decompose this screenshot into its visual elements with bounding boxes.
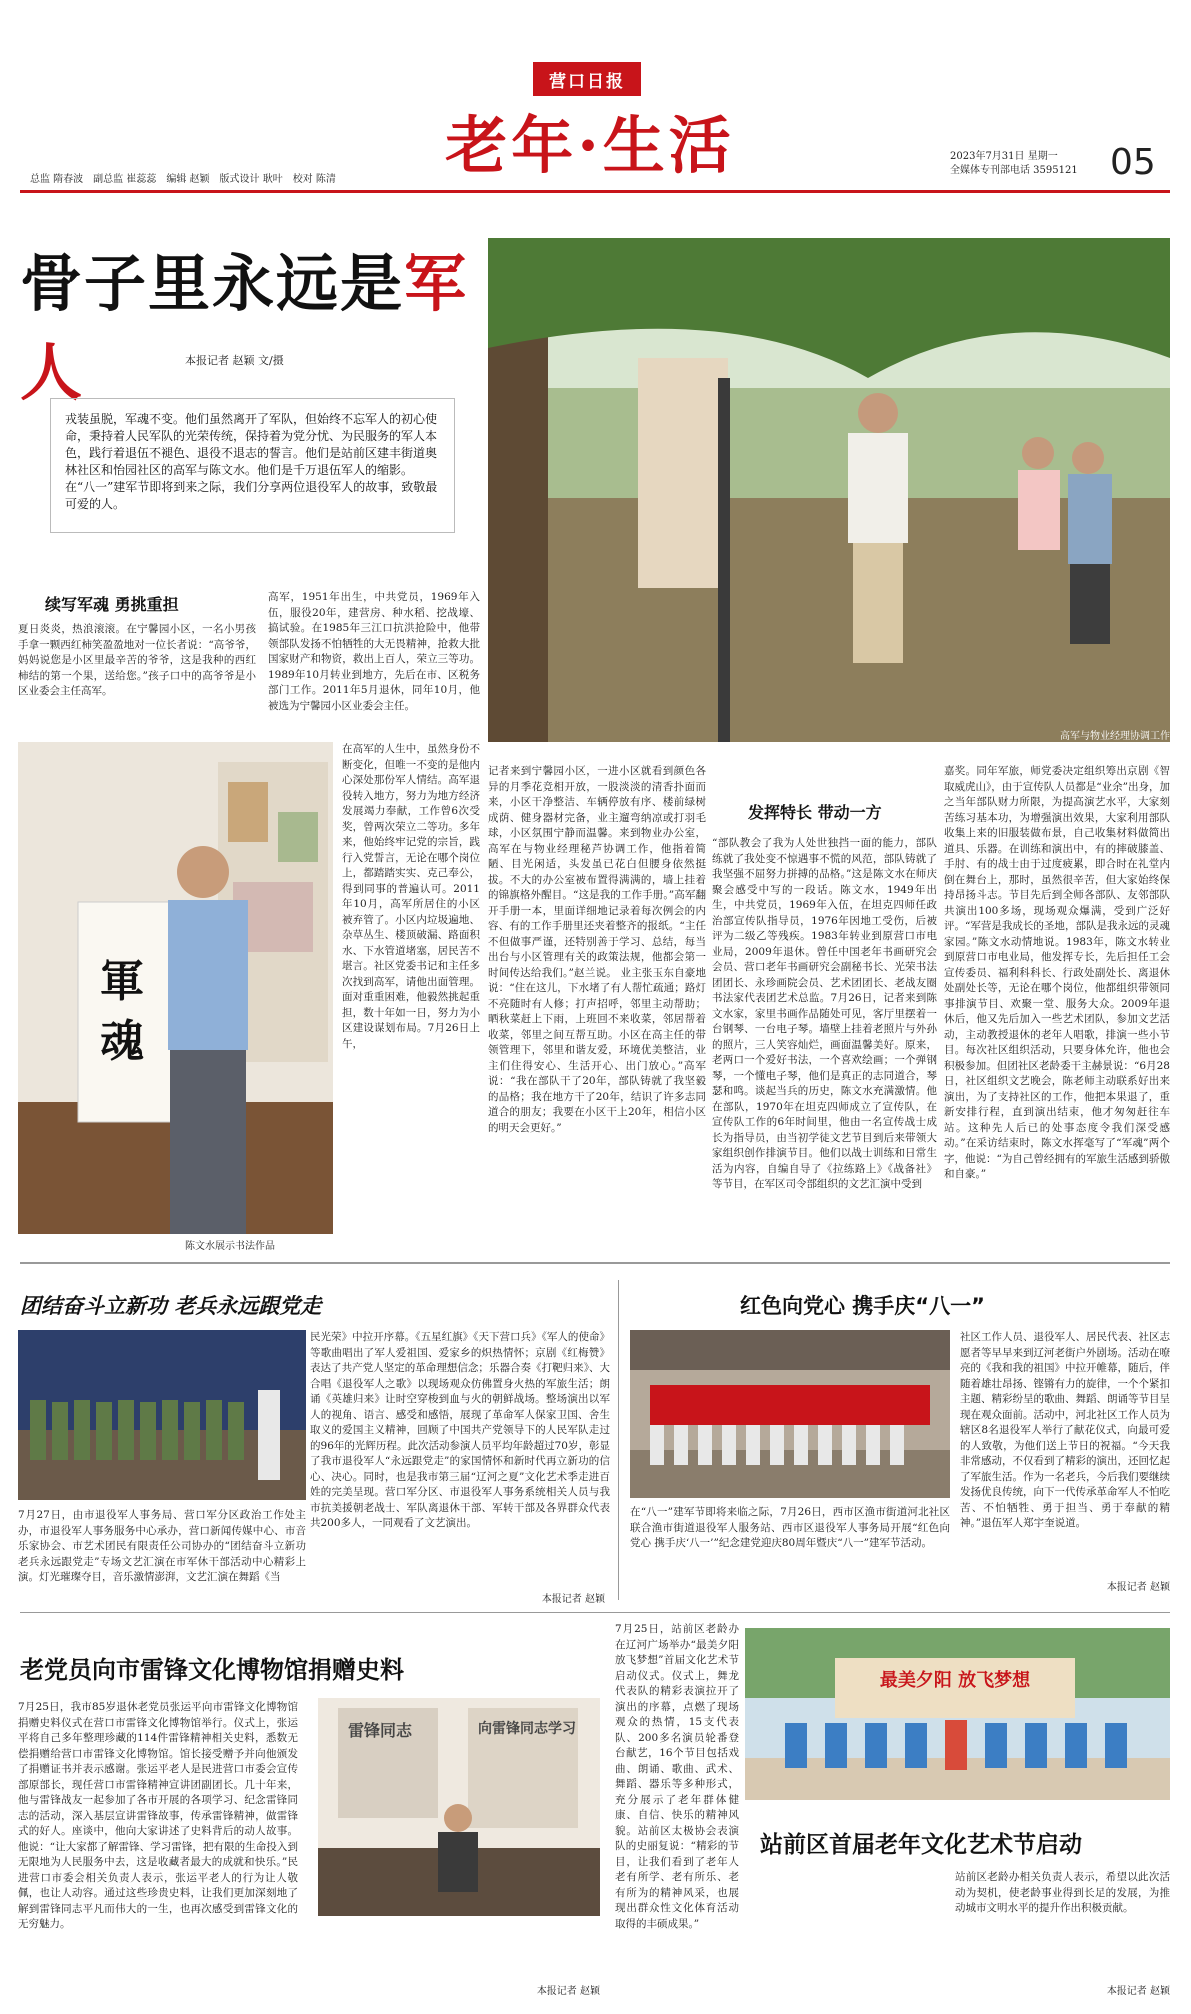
column-3: 在高军的人生中，虽然身份不断变化，但唯一不变的是他内心深处那份军人情结。高军退役转入地方，努力为地方经济发展竭力奉献，工作曾6次受奖，曾两次荣立二等功。多年来，他始终牢记党的宗旨，践行入党誓言，无论在哪个岗位上，都踏踏实实、克己奉公，得到同事的普遍认可。2011年10月，高军所居住的小区被弃管了。小区内垃圾遍地、杂草丛生、楼顶破漏、路面积水、下水管道堵塞，居民苦不堪言。社区党委书记和主任多次找到高军，请他出面管理。面对重重困难，他毅然挑起重担，数十年如一日，努力为小区建设谋划布局。7月26日上午， [342,743,480,1050]
dept-phone: 全媒体专刊部电话 3595121 [950,165,1078,176]
lead-paragraph: 戎装虽脱，军魂不变。他们虽然离开了军队，但始终不忘军人的初心使命，秉持着人民军队的光荣传统，保持着为党分忧、为民服务的军人本色，践行着退伍不褪色、退役不退志的誓言。他们是站前区建丰街道奥林社区和怡园社区的高军与陈文水。他们是千万退伍军人的缩影。在“八一”建军节即将到来之际，我们分享两位退役军人的故事，致敬最可爱的人。 [50,398,455,533]
story3-body-left: 在“八一”建军节即将来临之际，7月26日，西市区渔市街道河北社区联合渔市街道退役军人服务站、西市区退役军人事务局开展“红色向党心 携手庆‘八一’”纪念建党迎庆80周年暨庆“八一”建军节活动。 [630,1506,950,1549]
column-1: 夏日炎炎，热浪滚滚。在宁馨园小区，一名小男孩手拿一颗西红柿笑盈盈地对一位长者说：“高爷爷，妈妈说您是小区里最辛苦的爷爷，这是我种的西红柿结的第一个果，送给您。”孩子口中的高爷爷是小区业委会主任高军。 [18,623,256,697]
story2-photo [18,1330,306,1500]
story4-author: 本报记者 赵颖 [536,1986,600,1997]
story3-photo-image [630,1330,950,1498]
subhead-1: 续写军魂 勇挑重担 [45,595,179,614]
section-divider-2 [20,1612,1170,1613]
column-5: 业主张玉东自豪地说：“住在这儿，下水堵了有人帮忙疏通；路灯不亮随时有人修；打声招呼，邻里主动帮助；晒秋菜赶上下雨，上班回不来收菜，邻居帮着收菜，邻里之间互帮互助。小区在高主任的带领管理下，邻里和谐友爱，环境优美整洁，业主们住得安心、生活开心、出门放心。”高军说：“我在部队干了20年，部队铸就了我坚毅的品格；我在地方干了20年，结识了许多志同道合的朋友；我要在小区干上20年，相信小区的明天会更好。” [488,966,706,1134]
story3-photo [630,1330,950,1498]
story2-author: 本报记者 赵颖 [541,1594,605,1605]
photo-text-2: 向雷锋同志学习 [478,1721,576,1737]
photo-gao-jun-image [488,238,1170,742]
photo1-caption: 高军与物业经理协调工作 [1060,731,1170,742]
story5-photo-image [745,1628,1170,1800]
masthead-rule [20,190,1170,193]
headline-red: 军人 [20,247,469,409]
column-divider [618,1280,619,1600]
issue-info [950,150,1105,178]
section-divider [20,1262,1170,1264]
story5-title: 站前区首届老年文化艺术节启动 [760,1832,1082,1858]
story5-author: 本报记者 赵颖 [1106,1986,1170,1997]
story3-author: 本报记者 赵颖 [1106,1582,1170,1593]
main-headline [20,234,490,412]
newspaper-logo: 营口日报 [533,62,641,96]
column-6: “部队教会了我为人处世独挡一面的能力，部队练就了我处变不惊遇事不慌的风范，部队铸就了我坚强不屈努力拼搏的品格。”这是陈文水在师庆聚会感受中写的一段话。陈文水，1949年出生，中共党员，1969年入伍，在坦克四师任政治部宣传队指导员，1976年因地工受伤，后被评为二级乙等残疾。1983年转业到原营口市电业局，2009年退休。曾任中国老年书画研究会会员、营口老年书画研究会副秘书长、光荣书法团团长、永珍画院会员、艺术团团长、老战友圈书法家代表团艺术总监。7月26日，记者来到陈文水家，家里书画作品随处可见，客厅里摆着一台钢琴、一台电子琴。墙壁上挂着老照片与外孙的照片，三人笑容灿烂，画面温馨美好。原来，老两口一个爱好书法，一个喜欢绘画；一个弹钢琴，一个懂电子琴，他们是真正的志同道合，琴瑟和鸣。谈起当兵的历史，陈文水充满激情。他在部队，1970年在坦克四师成立了宣传队，在宣传队工作的6年时间里，他由一名宣传战士成长为指导员，由当初学徒文艺节目到后来带领大家组织创作排演节目。他们以战士训练和日常生活为内容，自编自导了《拉练路上》《战备社》等节目，在军区司令部组织的文艺汇演中受到 [712,837,937,1190]
column-7: 嘉奖。同年军旅，师党委决定组织筹出京剧《智取威虎山》，由于宣传队人员都是“业余”出身，加之当年部队财力所限，为提高演艺水平，大家刻苦练习基本功，为增强演出效果，大家利用部队收集上来的旧服装做布景，自己收集材料做简出道具、乐器。在训练和演出中，有的摔破膝盖、手肘、有的战士由于过度疲累，即合时在礼堂内倒在舞台上，那时，虽然很辛苦，但大家始终保持昂扬斗志。节目先后到全师各部队、友邻部队共演出100多场，现场观众爆满，受到广泛好评。“军营是我成长的圣地，部队是我永远的灵魂家园。”陈文水动情地说。1983年，陈文水转业到原营口市电业局，他发挥专长，先后担任工会宣传委员、福利科科长、行政处副处长、离退休处副处长等，无论在哪个岗位，他都组织带领同事排演节目、欢聚一堂、服务大众。2009年退休后，他又先后加入一些艺术团队，参加文艺活动，主动教授退休的老年人唱歌，排演一些小节目。每次社区组织活动，只要身体允许，他也会积极参加。但团社区老龄委干主赫景说：“6月28日，社区组织文艺晚会，陈老师主动联系好出来演出，为了支持社区的工作，他把本果退了，重新安排行程，直到演出结束，他才匆匆赶往车站。这种先人后已的处事态度令我们深受感动。”在采访结束时，陈文水挥毫写了“军魂”两个字，他说：“为自己曾经拥有的军旅生活感到骄傲和自豪。” [944,765,1170,1180]
issue-date: 2023年7月31日 星期一 [950,151,1058,162]
photo-chen-wenshui-image [18,742,333,1234]
story2-body-right: 民光荣》中拉开序幕。《五星红旗》《天下营口兵》《军人的使命》等歌曲唱出了军人爱祖国、爱家乡的炽热情怀；京剧《红梅赞》表达了共产党人坚定的革命理想信念；乐器合奏《打靶归来》、大合唱《退役军人之歌》以现场观众仿佛置身火热的军旅生活；朗诵《英雄归来》让时空穿梭到血与火的朝鲜战场。整场演出以军人的视角、语言、感受和感悟，展现了革命军人保家卫国、舍生取义的爱国主义精神，回顾了中国共产党领导下的人民军队走过的96年的光辉历程。此次活动参演人员平均年龄超过70岁，彰显了我市退役军人“永远跟党走”的家国情怀和新时代再立新功的信心、决心。同时，也是我市第三届“辽河之夏”文化艺术季走进百姓的完美呈现。营口军分区、市退役军人事务系统相关人员与我市抗美援朝老战士、军队离退休干部、军转干部及各界群众代表共200多人，一同观看了文艺演出。 [310,1331,610,1529]
photo-gao-jun [488,238,1170,742]
photo-chen-wenshui [18,742,333,1234]
page-number: 05 [1110,142,1156,183]
story2-title: 团结奋斗立新功 老兵永远跟党走 [20,1294,322,1318]
byline: 本报记者 赵颖 文/摄 [185,354,284,367]
story2-photo-image [18,1330,306,1500]
subhead-2: 发挥特长 带动一方 [748,803,882,822]
photo2-caption: 陈文水展示书法作品 [185,1241,275,1252]
story4-body: 7月25日，我市85岁退休老党员张运平向市雷锋文化博物馆捐赠史料仪式在营口市雷锋文化博物馆举行。仪式上，张运平将自己多年整理珍藏的114件雷锋精神相关史料，悉数无偿捐赠给营口市雷锋文化博物馆。馆长接受赠予并向他颁发了捐赠证书并表示感谢。张运平老人是民进营口市委会宣传部原部长，现任营口市雷锋精神宣讲团副团长。几十年来，他与雷锋战友一起参加了各市开展的各项学习、纪念雷锋同志的活动，深入基层宣讲雷锋故事，传承雷锋精神，做雷锋式的好人。座谈中，他向大家讲述了史料背后的动人故事。他说：“让大家都了解雷锋、学习雷锋，把有限的生命投入到无限地为人民服务中去，这是收藏者最大的成就和快乐。”民进营口市委会相关负责人表示，张运平老人的行为让人敬佩，也让人动容。通过这些珍贵史料，让我们更加深刻地了解到雷锋同志平凡而伟大的一生，也再次感受到雷锋文化的无穷魅力。 [18,1701,298,1930]
column-4: 记者来到宁馨园小区，一进小区就看到颜色各异的月季花竞相开放，一股淡淡的清香扑面而来，小区干净整洁、车辆停放有序、楼前绿树成荫、健身器材完备，业主遛弯纳凉或打羽毛球，小区氛围宁静而温馨。来到物业办公室，高军在与物业经理秘芦协调工作，他指着简陋、目光闲适，头发虽已花白但腰身依然挺拔。不大的办公室被布置得满满的，墙上挂着的锦旗格外醒目。“这是我的工作手册。”高军翻开手册一本，里面详细地记录着每次例会的内容、有的工作手册里还夹着整齐的报纸。“主任不但做事严谨，还特别善于学习、总结，每当出台与小区管理有关的政策法规，他都会第一时间传达给我们。”赵兰说。 业主张玉东自豪地说：“住在这儿，下水堵了有人帮忙疏通；路灯不亮随时有人修；打声招呼，邻里主动帮助；晒秋菜赶上下雨，上班回不来收菜，邻居帮着收菜，邻里之间互帮互助。小区在高主任的带领管理下，邻里和谐友爱，环境优美整洁，业主们住得安心、生活开心、出门放心。”高军说：“我在部队干了20年，部队铸就了我坚毅的品格；我在地方干了20年，结识了许多志同道合的朋友；我要在小区干上20年，相信小区的明天会更好。” [488,765,706,1134]
story5-body-left: 7月25日，站前区老龄办在辽河广场举办“最美夕阳 放飞梦想”首届文化艺术节启动仪式。仪式上，舞龙代表队的精彩表演拉开了演出的序幕，点燃了现场观众的热情，15支代表队、200多名演员轮番登台献艺，16个节目包括戏曲、朗诵、歌曲、武术、舞蹈、器乐等多种形式，充分展示了老年群体健康、自信、快乐的精神风貌。站前区太极协会表演队的史丽复说：“精彩的节目，让我们看到了老年人老有所学、老有所乐、老有所为的精神风采，也展现出群众性文化体育活动取得的丰硕成果。” [615,1623,739,1930]
photo-text-1: 雷锋同志 [348,1721,413,1740]
column-2: 高军，1951年出生，中共党员，1969年入伍，服役20年，建营房、种水稻、挖战壕、搞试验。在1985年三江口抗洪抢险中，他带领部队发扬不怕牺牲的大无畏精神，抢救大批国家财产和物资，救出上百人，荣立三等功。1989年10月转业到地方，先后在市、区税务部门工作。2011年5月退休，同年10月，他被选为宁馨园小区业委会主任。 [268,591,480,712]
story5-body-right: 站前区老龄办相关负责人表示，希望以此次活动为契机，使老龄事业得到长足的发展，为推动城市文明水平的提升作出积极贡献。 [955,1871,1170,1914]
story5-photo [745,1628,1170,1800]
story2-body-left: 7月27日，由市退役军人事务局、营口军分区政治工作处主办，市退役军人事务服务中心承办，营口新闻传媒中心、市音乐家协会、市艺术团民有限责任公司协办的“团结奋斗立新功 老兵永远跟党走”专场文艺汇演在市军休干部活动中心精彩上演。灯光璀璨夺目，音乐激情澎湃，文艺汇演在舞蹈《当 [18,1509,306,1583]
section-title: 老年·生活 [445,109,735,182]
headline-black: 骨子里永远是 [20,247,405,320]
editorial-credits: 总监 隋春波 副总监 崔蕊蕊 编辑 赵颖 版式设计 耿叶 校对 陈清 [30,174,336,185]
story3-title: 红色向党心 携手庆“八一” [740,1294,985,1318]
story5-banner: 最美夕阳 放飞梦想 [879,1670,1031,1691]
calligraphy-text: 軍魂 [100,956,144,1067]
story3-body-right: 社区工作人员、退役军人、居民代表、社区志愿者等早早来到辽河老街户外剧场。活动在嘹亮的《我和我的祖国》中拉开帷幕，随后，伴随着雄壮昂扬、铿锵有力的旋律，一个个紧扣主题、精彩纷呈的歌曲、舞蹈、朗诵等节目呈现在观众面前。活动中，河北社区工作人员为辖区8名退役军人举行了献花仪式，向最可爱的人致敬，为他们送上节日的祝福。“今天我非常感动，不仅看到了精彩的演出，还回忆起了军旅生活。作为一名老兵，今后我们要继续发扬优良传统，向下一代传承革命军人不怕吃苦、不怕牺牲、勇于担当、勇于奉献的精神。”退伍军人郑宇奎说道。 [960,1331,1170,1529]
story4-photo [318,1698,600,1916]
story4-title: 老党员向市雷锋文化博物馆捐赠史料 [20,1656,404,1684]
